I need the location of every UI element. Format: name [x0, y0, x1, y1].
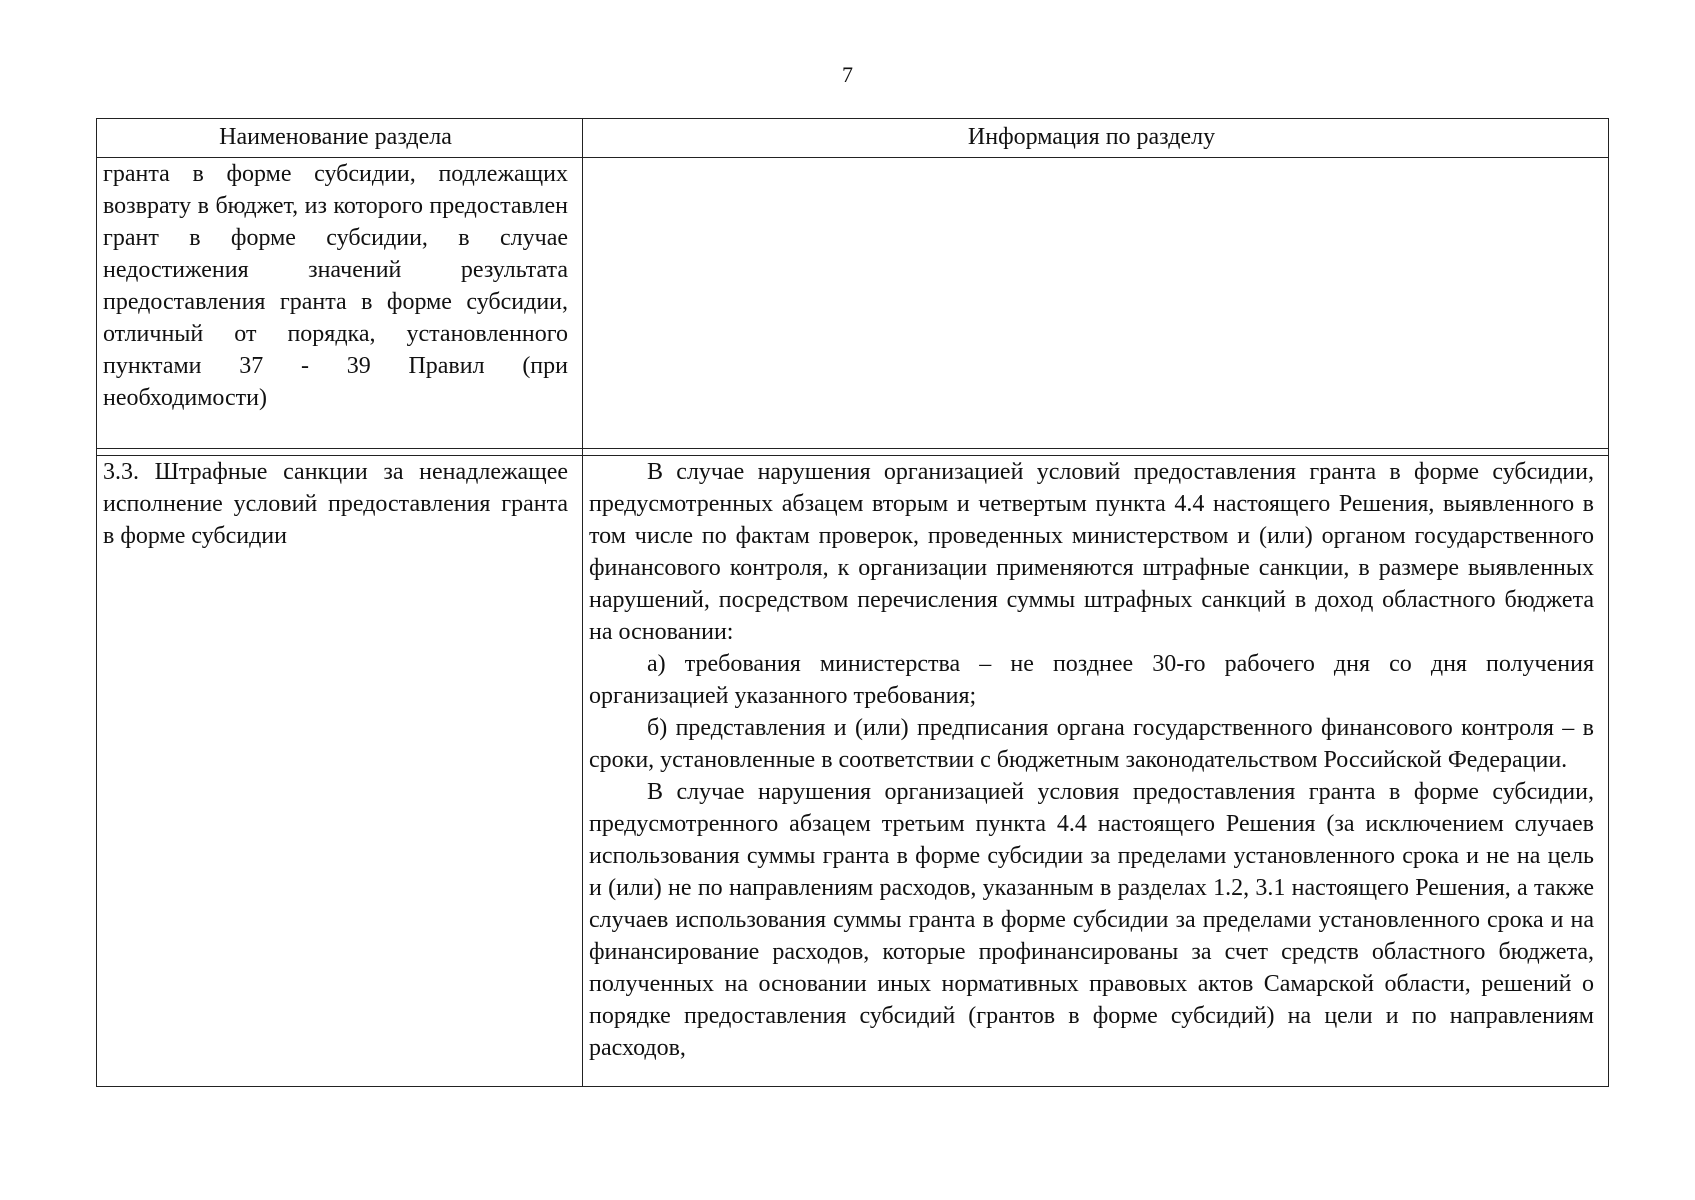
header-section-info: Информация по разделу — [583, 119, 1609, 158]
info-paragraph: б) представления и (или) предписания органа государственного финансового контроля – в сроки, установленные в соответствии с бюджетным законодательством Российской Федерации. — [589, 715, 1594, 773]
table-row — [97, 158, 1609, 449]
row1-info-text — [583, 158, 1609, 449]
info-paragraph: В случае нарушения организацией условия предоставления гранта в форме субсидии, предусмотренного абзацем третьим пункта 4.4 настоящего Решения (за исключением случаев использования суммы гранта в форме субсидии за пределами установленного срока и не на цель и (или) не по направлениям расходов, указанным в разделах 1.2, 3.1 настоящего Решения, а также случаев использования суммы гранта в форме субсидии за пределами установленного срока и на финансирование расходов, которые профинансированы за счет средств областного бюджета, полученных на основании иных нормативных правовых актов Самарской области, решений о порядке предоставления субсидий (грантов в форме субсидий) на цели и по направлениям расходов, — [589, 779, 1594, 1061]
table-row — [97, 456, 1609, 1087]
info-paragraph: В случае нарушения организацией условий предоставления гранта в форме субсидии, предусмотренных абзацем вторым и четвертым пункта 4.4 настоящего Решения, выявленного в том числе по фактам проверок, проведенных министерством и (или) органом государственного финансового контроля, к организации применяются штрафные санкции, в размере выявленных нарушений, посредством перечисления суммы штрафных санкций в доход областного бюджета на основании: — [589, 459, 1594, 645]
info-paragraph: а) требования министерства – не позднее 30-го рабочего дня со дня получения организацией указанного требования; — [589, 651, 1594, 709]
row1-section-text: гранта в форме субсидии, подлежащих возврату в бюджет, из которого предоставлен грант в форме субсидии, в случае недостижения значений результата предоставления гранта в форме субсидии, отличный от порядка, установленного пунктами 37 - 39 Правил (при необходимости) — [97, 158, 583, 449]
row2-section-text: 3.3. Штрафные санкции за ненадлежащее исполнение условий предоставления гранта в форме субсидии — [97, 456, 583, 1087]
row-separator — [97, 449, 1609, 456]
page-number: 7 — [842, 62, 853, 87]
row2-info-cell — [583, 456, 1609, 1087]
section-table — [96, 118, 1609, 1087]
header-section-name: Наименование раздела — [97, 119, 583, 158]
table-header-row — [97, 119, 1609, 158]
